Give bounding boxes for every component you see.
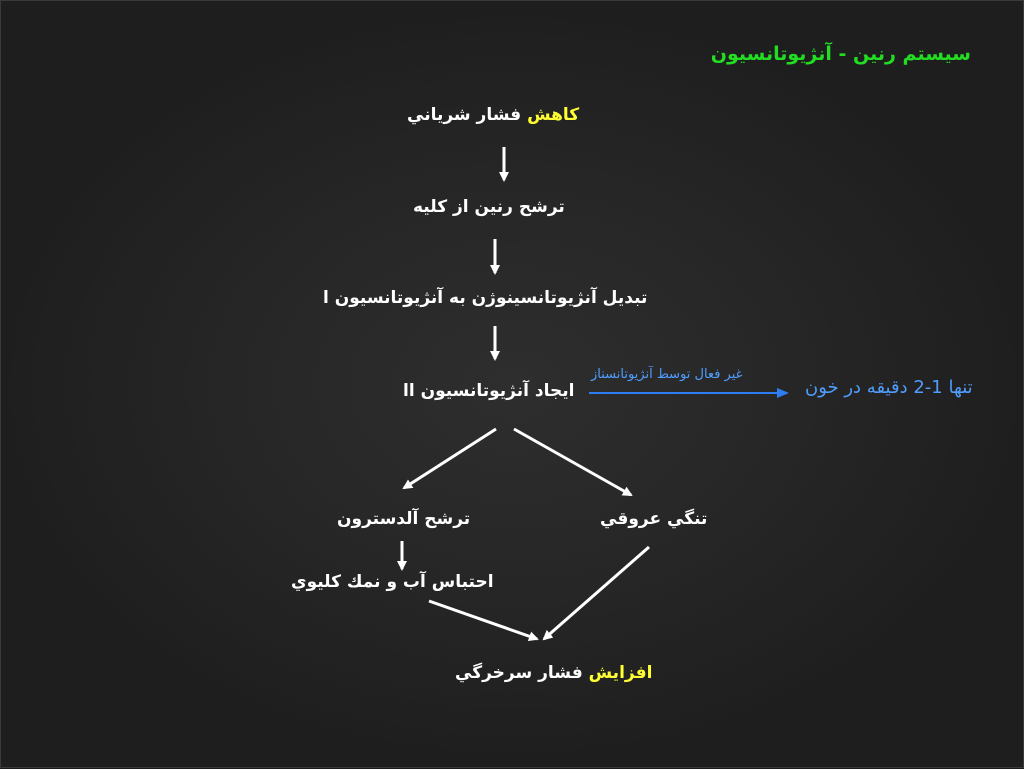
- side-note-label: غير فعال توسط آنژيوتانسناز: [591, 367, 743, 382]
- flow-arrows: [1, 1, 1024, 769]
- step1-rest: فشار شرياني: [407, 105, 522, 125]
- arrow-retention-to-increase: [429, 601, 537, 639]
- branch-vasoconstriction: تنگي عروقي: [600, 509, 708, 529]
- step1-highlight: كاهش: [527, 105, 580, 125]
- final-highlight: افزايش: [588, 663, 653, 683]
- side-note-result: تنها 1-2 دقيقه در خون: [805, 377, 973, 398]
- step-conversion-angiotensin-i: تبديل آنژيوتانسينوژن به آنژيوتانسيون ا: [323, 288, 648, 308]
- slide-title: سيستم رنين - آنژيوتانسيون: [710, 43, 971, 65]
- step-renin-secretion: ترشح رنين از كليه: [413, 197, 565, 217]
- branch-aldosterone: ترشح آلدسترون: [337, 509, 471, 529]
- final-rest: فشار سرخرگي: [455, 663, 583, 683]
- arrow-step4-to-aldosterone: [404, 429, 496, 488]
- branch-water-salt-retention: احتباس آب و نمك كليوي: [291, 572, 494, 592]
- arrow-vasoconstriction-to-increase: [544, 547, 649, 639]
- arrow-step4-to-vasoconstriction: [514, 429, 631, 495]
- step-angiotensin-ii: ايجاد آنژيوتانسيون اا: [403, 381, 575, 401]
